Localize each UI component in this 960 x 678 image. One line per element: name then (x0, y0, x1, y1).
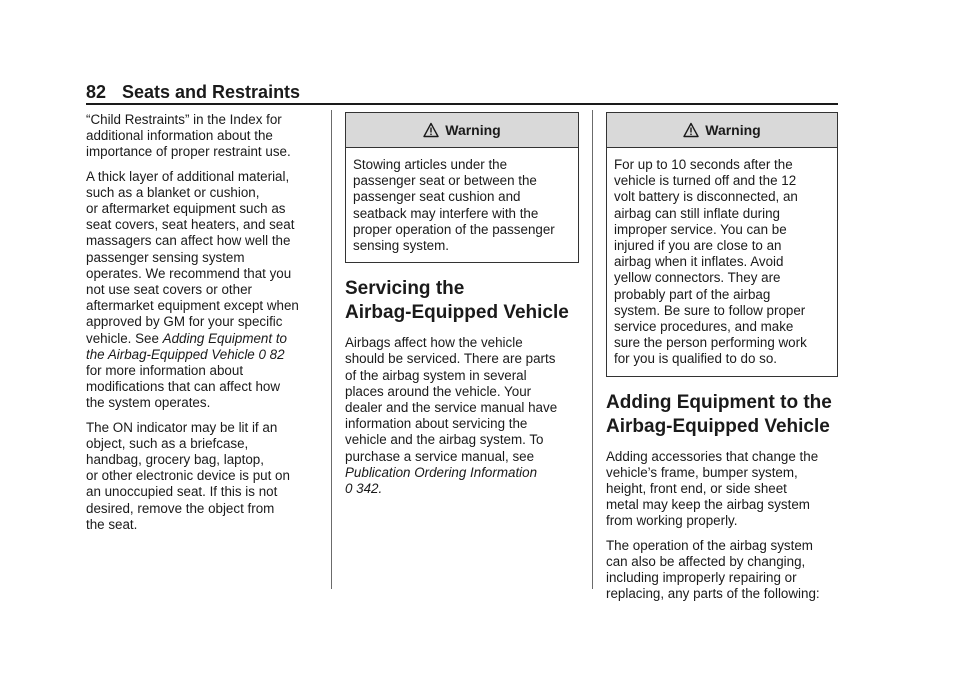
text-line: for you is qualified to do so. (614, 351, 778, 367)
text-line: improper service. You can be (614, 221, 787, 237)
text-line: dealer and the service manual have (345, 400, 558, 416)
text-line: additional information about the (86, 128, 273, 144)
text-line: object, such as a briefcase, (86, 435, 249, 451)
text-line: from working properly. (606, 513, 738, 529)
warning-body (607, 148, 837, 376)
text-line: proper operation of the passenger (353, 221, 555, 237)
column-divider-left (331, 110, 332, 589)
section-title: Seats and Restraints (122, 82, 301, 102)
text-line: yellow connectors. They are (614, 270, 781, 286)
page-reference[interactable]: 0 342. (345, 481, 383, 497)
page-number: 82 (86, 82, 107, 102)
warning-triangle-icon (683, 122, 699, 138)
text-line: The ON indicator may be lit if an (86, 419, 278, 435)
text-line: operates. We recommend that you (86, 265, 292, 281)
text-line: massagers can affect how well the (86, 233, 291, 249)
text-line: vehicle and the airbag system. To (345, 432, 544, 448)
text-line: such as a blanket or cushion, (86, 184, 260, 200)
text-line: not use seat covers or other (86, 282, 252, 298)
text-line (86, 331, 318, 347)
text-line: airbag when it inflates. Avoid (614, 254, 784, 270)
warning-header (346, 113, 578, 148)
text-line: height, front end, or side sheet (606, 481, 787, 497)
text-line: volt battery is disconnected, an (614, 189, 798, 205)
column-3 (606, 112, 838, 610)
text-line: vehicle is turned off and the 12 (614, 173, 797, 189)
text-line: should be serviced. There are parts (345, 351, 556, 367)
page-reference[interactable]: 0 82 (258, 346, 285, 362)
text-line: injured if you are close to an (614, 238, 782, 254)
text-line: information about servicing the (345, 416, 528, 432)
text-line: or aftermarket equipment such as (86, 201, 286, 217)
text-line: replacing, any parts of the following: (606, 586, 820, 602)
heading-line: Airbag-Equipped Vehicle (345, 302, 569, 324)
paragraph-servicing (345, 335, 579, 497)
text-line: service procedures, and make (614, 319, 794, 335)
text-line: seatback may interfere with the (353, 205, 539, 221)
paragraph-index-reference (86, 112, 318, 161)
text-line: including improperly repairing or (606, 570, 797, 586)
text-line: places around the vehicle. Your (345, 383, 532, 399)
text-line: importance of proper restraint use. (86, 144, 291, 160)
see-text: vehicle. See (86, 330, 163, 346)
text-line: can also be affected by changing, (606, 553, 806, 569)
heading-line: Adding Equipment to the (606, 391, 832, 413)
text-line: sure the person performing work (614, 335, 807, 351)
cross-reference-link[interactable]: Publication Ordering Information (345, 464, 538, 480)
text-line: vehicle’s frame, bumper system, (606, 464, 798, 480)
text-line: handbag, grocery bag, laptop, (86, 452, 264, 468)
text-line: passenger seat cushion and (353, 189, 521, 205)
text-line: desired, remove the object from (86, 500, 275, 516)
column-1 (86, 112, 318, 541)
header-rule (86, 103, 838, 105)
cross-reference-link[interactable]: Adding Equipment to (162, 330, 287, 346)
text-line: Adding accessories that change the (606, 448, 819, 464)
text-line: Stowing articles under the (353, 157, 508, 172)
text-line: probably part of the airbag (614, 286, 771, 302)
warning-body (346, 148, 578, 262)
section-heading-adding-equipment (606, 391, 838, 439)
warning-title: Warning (445, 121, 501, 138)
warning-title: Warning (705, 121, 761, 138)
column-2 (345, 112, 579, 505)
text-line: A thick layer of additional material, (86, 168, 290, 184)
text-line (86, 347, 318, 363)
text-line: sensing system. (353, 238, 450, 254)
text-line: airbag can still inflate during (614, 205, 780, 221)
text-line: the system operates. (86, 395, 211, 411)
text-line: or other electronic device is put on (86, 468, 290, 484)
warning-triangle-icon (423, 122, 439, 138)
text-line: for more information about (86, 363, 244, 379)
section-heading-servicing (345, 277, 579, 325)
text-line: “Child Restraints” in the Index for (86, 112, 282, 127)
text-line: an unoccupied seat. If this is not (86, 484, 278, 500)
warning-box (345, 112, 579, 263)
heading-line: Airbag-Equipped Vehicle (606, 415, 830, 437)
heading-line: Servicing the (345, 278, 465, 300)
text-line: system. Be sure to follow proper (614, 302, 806, 318)
text-line: passenger seat or between the (353, 173, 537, 189)
text-line: passenger sensing system (86, 249, 245, 265)
column-divider-right (592, 110, 593, 589)
cross-reference-link[interactable]: the Airbag-Equipped Vehicle (86, 346, 255, 362)
paragraph-additional-material (86, 169, 318, 412)
text-line: aftermarket equipment except when (86, 298, 299, 314)
text-line: of the airbag system in several (345, 367, 527, 383)
text-line: For up to 10 seconds after the (614, 157, 793, 172)
text-line: the seat. (86, 516, 138, 532)
text-line: approved by GM for your specific (86, 314, 283, 330)
page-header (86, 82, 838, 104)
text-line: The operation of the airbag system (606, 537, 813, 553)
text-line: Airbags affect how the vehicle (345, 335, 523, 351)
text-line: seat covers, seat heaters, and seat (86, 217, 295, 233)
paragraph-operation (606, 538, 838, 603)
text-line: modifications that can affect how (86, 379, 281, 395)
paragraph-on-indicator (86, 420, 318, 533)
text-line: metal may keep the airbag system (606, 497, 810, 513)
warning-box (606, 112, 838, 377)
text-line: purchase a service manual, see (345, 448, 535, 464)
paragraph-accessories (606, 449, 838, 530)
warning-header (607, 113, 837, 148)
